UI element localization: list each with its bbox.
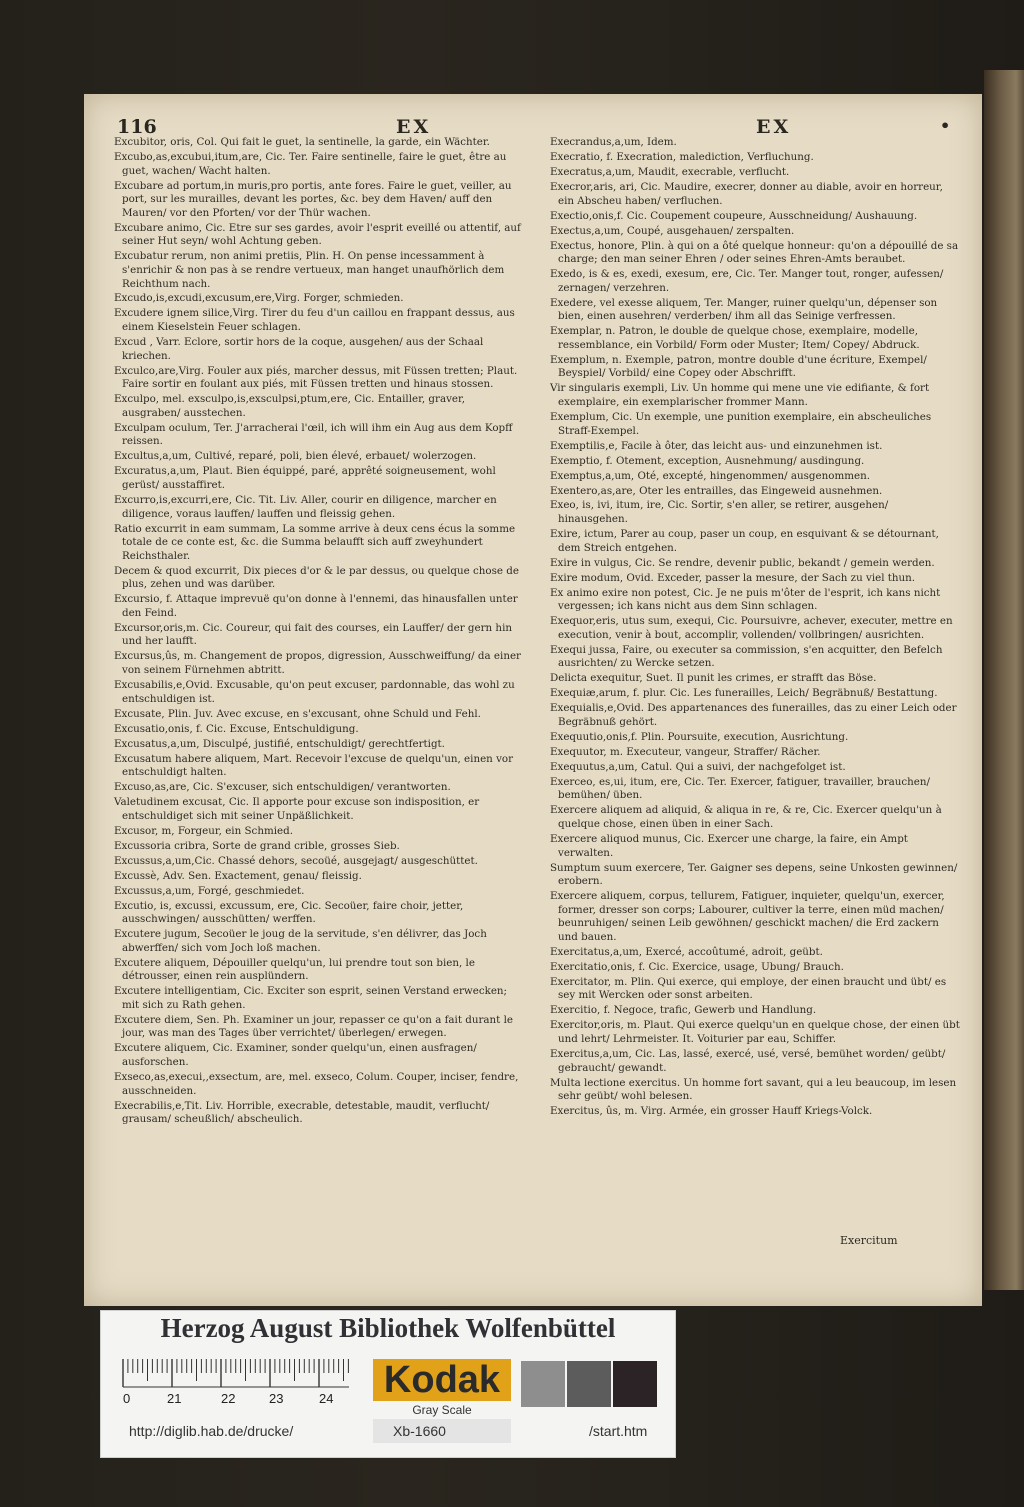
dictionary-entry: Exequutus,a,um, Catul. Qui a suivi, der nachgefolget ist.: [550, 760, 846, 773]
dictionary-entry: Excudere ignem silice,Virg. Tirer du feu d'un caillou en frappant dessus, aus einem Kieselstein Feuer schlagen.: [114, 307, 515, 334]
dictionary-entry: Excultus,a,um, Cultivé, reparé, poli, bien élevé, erbauet/ wolerzogen.: [114, 450, 477, 463]
dictionary-entry: Exedo, is & es, exedi, exesum, ere, Cic. Ter. Manger tout, ronger, aufessen/ zernagen/ verzehren.: [550, 268, 944, 294]
dictionary-entry: Exeo, is, ivi, itum, ire, Cic. Sortir, s'en aller, se retirer, ausgehen/ hinausgehen.: [550, 499, 889, 526]
dictionary-entry: Exculpam oculum, Ter. J'arracherai l'œil, ich will ihm ein Aug aus dem Kopff reissen.: [114, 421, 513, 448]
dictionary-entry: Excubatur rerum, non animi pretiis, Plin. H. On pense incessamment à s'enrichir & non pas à se rendre vertueux, man hanget unaufhörlich dem Reichthum nach.: [114, 250, 505, 290]
ruler-label: 24: [319, 1391, 334, 1406]
dictionary-entry: Exercere aliquod munus, Cic. Exercer une charge, la faire, ein Ampt verwalten.: [550, 833, 908, 859]
dictionary-entry: Excussus,a,um, Forgé, geschmiedet.: [114, 884, 305, 897]
dictionary-entry: Exequutio,onis,f. Plin. Poursuite, execution, Ausrichtung.: [550, 730, 849, 743]
ruler-label: 23: [269, 1391, 284, 1406]
dictionary-entry: Exercere aliquem ad aliquid, & aliqua in re, & re, Cic. Exercer quelqu'un à quelque chose, einen üben in einer Sach.: [550, 804, 942, 831]
dictionary-entry: Excudo,is,excudi,excusum,ere,Virg. Forger, schmieden.: [114, 292, 404, 305]
dictionary-entry: Exedere, vel exesse aliquem, Ter. Manger, ruiner quelqu'un, dépenser son bien, einen ausehren/ verderben/ ihm all das Seinige verfressen.: [550, 296, 938, 323]
left-column: [114, 136, 524, 1128]
dictionary-entry: Excutere aliquem, Dépouiller quelqu'un, lui prendre tout son bien, le détrousser, einen rein ausplündern.: [114, 956, 475, 983]
dictionary-entry: Exseco,as,execui,,exsectum, are, mel. exseco, Colum. Couper, inciser, fendre, ausschneiden.: [114, 1071, 519, 1097]
ruler-label: 0: [123, 1391, 131, 1406]
ruler-label: 22: [221, 1391, 236, 1406]
dictionary-entry: Ratio excurrit in eam summam, La somme arrive à deux cens écus la somme totale de ce conte est, &c. die Summa belaufft sich auff zweyhundert Reichsthaler.: [114, 522, 516, 562]
dictionary-entry: Excubare ad portum,in muris,pro portis, ante fores. Faire le guet, veiller, au port, sur les murailles, devant les portes, &c. bey dem Haven/ auff den Mauren/ vor den Pforten/ vor der Thür wachen.: [114, 179, 512, 219]
url-suffix: /start.htm: [589, 1423, 648, 1439]
dictionary-entry: Excusor, m, Forgeur, ein Schmied.: [114, 824, 293, 837]
dictionary-entry: Exercitatus,a,um, Exercé, accoûtumé, adroit, geübt.: [550, 945, 823, 958]
dictionary-entry: Exequutor, m. Executeur, vangeur, Straffer/ Rächer.: [550, 745, 821, 758]
url-prefix: http://diglib.hab.de/drucke/: [129, 1423, 294, 1439]
dictionary-entry: Excursus,ûs, m. Changement de propos, digression, Ausschweiffung/ da einer von seinem Fürnehmen abtritt.: [114, 650, 521, 676]
dictionary-entry: Exerceo, es,ui, itum, ere, Cic. Ter. Exercer, fatiguer, travailler, brauchen/ bemühen/ üben.: [550, 775, 930, 802]
right-running-head: EX: [756, 116, 792, 138]
dictionary-entry: Excusatio,onis, f. Cic. Excuse, Entschuldigung.: [114, 722, 359, 735]
url-id: Xb-1660: [393, 1423, 446, 1439]
dictionary-entry: Excussus,a,um,Cic. Chassé dehors, secoüé, ausgejagt/ ausgeschüttet.: [114, 854, 478, 867]
dictionary-entry: Excuratus,a,um, Plaut. Bien équippé, paré, apprêté soigneusement, wohl gerüst/ ausstaffiret.: [114, 465, 496, 491]
library-title: Herzog August Bibliothek Wolfenbüttel: [160, 1313, 616, 1343]
dictionary-entry: Multa lectione exercitus. Un homme fort savant, qui a leu beaucoup, im lesen sehr geübt/ wohl belesen.: [550, 1076, 957, 1103]
dictionary-entry: Excussoria cribra, Sorte de grand crible, grosses Sieb.: [114, 839, 400, 852]
dictionary-entry: Exequiæ,arum, f. plur. Cic. Les funerailles, Leich/ Begräbnuß/ Bestattung.: [550, 687, 938, 700]
dictionary-entry: Exemplum, n. Exemple, patron, montre double d'une écriture, Exempel/ Beyspiel/ Vorbild/ eine Copey oder Abschrifft.: [550, 353, 927, 380]
dictionary-entry: Excutere aliquem, Cic. Examiner, sonder quelqu'un, einen ausfragen/ ausforschen.: [114, 1042, 477, 1069]
dictionary-entry: Ex animo exire non potest, Cic. Je ne puis m'ôter de l'esprit, ich kans nicht vergessen; ich kans nicht aus dem Sinn schlagen.: [550, 586, 941, 613]
library-target-card: [100, 1310, 676, 1458]
gray-scale-label: Gray Scale: [412, 1403, 472, 1417]
right-column: [550, 136, 960, 1120]
dictionary-entry: Exemplum, Cic. Un exemple, une punition exemplaire, ein abscheuliches Straff-Exempel.: [550, 410, 932, 437]
dictionary-entry: Exercitus, ûs, m. Virg. Armée, ein grosser Hauff Kriegs-Volck.: [550, 1105, 873, 1118]
dictionary-entry: Execratus,a,um, Maudit, execrable, verflucht.: [550, 165, 790, 178]
kodak-wordmark: Kodak: [383, 1359, 501, 1401]
dot-mark: •: [940, 116, 951, 135]
dictionary-entry: Excurro,is,excurri,ere, Cic. Tit. Liv. Aller, courir en diligence, marcher en diligence, voraus lauffen/ lauffen und fleissig gehen.: [114, 493, 497, 520]
dictionary-entry: Exentero,as,are, Oter les entrailles, das Eingeweid ausnehmen.: [550, 484, 883, 497]
dictionary-entry: Exectus,a,um, Coupé, ausgehauen/ zerspalten.: [550, 224, 795, 237]
dictionary-entry: Delicta exequitur, Suet. Il punit les crimes, er strafft das Böse.: [550, 672, 877, 685]
dictionary-entry: Excursio, f. Attaque imprevuë qu'on donne à l'ennemi, das hinausfallen unter den Feind.: [114, 593, 518, 619]
dictionary-entry: Exire modum, Ovid. Exceder, passer la mesure, der Sach zu viel thun.: [550, 571, 916, 584]
gray-swatch-dark: [613, 1361, 657, 1407]
catchword: Exercitum: [840, 1234, 898, 1247]
gray-swatch-light: [521, 1361, 565, 1407]
dictionary-entry: Exire in vulgus, Cic. Se rendre, devenir public, bekandt / gemein werden.: [550, 556, 935, 569]
dictionary-entry: Execrabilis,e,Tit. Liv. Horrible, execrable, detestable, maudit, verflucht/ grausam/ scheußlich/ abscheulich.: [114, 1099, 490, 1126]
dictionary-entry: Exculpo, mel. exsculpo,is,exsculpsi,ptum,ere, Cic. Entailler, graver, ausgraben/ ausstechen.: [114, 393, 466, 419]
dictionary-entry: Decem & quod excurrit, Dix pieces d'or & le par dessus, ou quelque chose de plus, zehen und was darüber.: [114, 564, 519, 591]
ruler-labels: [123, 1391, 355, 1407]
dictionary-entry: Exemptus,a,um, Oté, excepté, hingenommen/ ausgenommen.: [550, 469, 870, 482]
kodak-logo: [373, 1359, 511, 1401]
dictionary-entry: Exemptio, f. Otement, exception, Ausnehmung/ ausdingung.: [550, 454, 865, 467]
dictionary-entry: Excussè, Adv. Sen. Exactement, genau/ fleissig.: [114, 869, 362, 882]
dictionary-entry: Exectus, honore, Plin. à qui on a ôté quelque honneur: qu'on a dépouillé de sa charge; den man seiner Ehren / oder seines Ehren-Amts beraubet.: [550, 239, 959, 266]
dictionary-entry: Excutio, is, excussi, excussum, ere, Cic. Secoüer, faire choir, jetter, ausschwingen/ ausschütten/ werffen.: [114, 899, 464, 926]
dictionary-entry: Exercitor,oris, m. Plaut. Qui exerce quelqu'un en quelque chose, der einen übt und lehrt/ Lehrmeister. It. Voiturier par eau, Schiffer.: [550, 1019, 960, 1046]
dictionary-entry: Excusate, Plin. Juv. Avec excuse, en s'excusant, ohne Schuld und Fehl.: [114, 707, 481, 720]
dictionary-entry: Excubare animo, Cic. Etre sur ses gardes, avoir l'esprit eveillé ou attentif, auf seiner Hut seyn/ wohl Achtung geben.: [114, 221, 521, 248]
dictionary-entry: Valetudinem excusat, Cic. Il apporte pour excuse son indisposition, er entschuldiget sich mit seiner Unpäßlichkeit.: [114, 796, 480, 822]
dictionary-entry: Exemplar, n. Patron, le double de quelque chose, exemplaire, modelle, ressemblance, ein Vorbild/ Form oder Muster; Item/ Copey/ Abdruck.: [550, 325, 920, 351]
dictionary-entry: Exercitatio,onis, f. Cic. Exercice, usage, Ubung/ Brauch.: [550, 960, 844, 973]
dictionary-entry: Vir singularis exempli, Liv. Un homme qui mene une vie edifiante, & fort exemplaire, ein exemplarischer frommer Mann.: [550, 382, 930, 408]
dictionary-entry: Exercitator, m. Plin. Qui exerce, qui employe, der einen braucht und übt/ es sey mit Wercken oder sonst arbeiten.: [550, 975, 947, 1002]
dictionary-entry: Exercere aliquem, corpus, tellurem, Fatiguer, inquieter, quelqu'un, exercer, former, dresser son corps; Labourer, cultiver la terre, einen müd machen/ beunruhigen/ seinen Leib gewöhnen/ geschickt machen/ die Erd zackern und bauen.: [550, 890, 945, 943]
dictionary-entry: Exercitio, f. Negoce, trafic, Gewerb und Handlung.: [550, 1004, 817, 1017]
dictionary-entry: Excutere jugum, Secoüer le joug de la servitude, s'en délivrer, das Joch abwerffen/ sich vom Joch loß machen.: [114, 928, 487, 954]
adjacent-page-edge: [984, 70, 1024, 1290]
ruler-label: 21: [167, 1391, 182, 1406]
dictionary-entry: Exculco,are,Virg. Fouler aux piés, marcher dessus, mit Füssen tretten; Plaut. Faire sortir en foulant aux piés, mit Füssen tretten und hinaus stossen.: [114, 364, 518, 391]
dictionary-entry: Excuso,as,are, Cic. S'excuser, sich entschuldigen/ verantworten.: [114, 781, 451, 794]
dictionary-entry: Excubo,as,excubui,itum,are, Cic. Ter. Faire sentinelle, faire le guet, être au guet, wachen/ Wacht halten.: [114, 150, 507, 177]
dictionary-entry: Excusatum habere aliquem, Mart. Recevoir l'excuse de quelqu'un, einen vor entschuldigt halten.: [114, 752, 514, 779]
dictionary-entry: Exercitus,a,um, Cic. Las, lassé, exercé, usé, versé, bemühet worden/ geübt/ gebraucht/ gewandt.: [550, 1048, 946, 1074]
ruler-scale: [121, 1357, 351, 1389]
left-running-head: EX: [396, 116, 432, 138]
dictionary-entry: Execrandus,a,um, Idem.: [550, 136, 677, 148]
dictionary-entry: Exequi jussa, Faire, ou executer sa commission, s'en acquitter, den Befelch ausrichten/ zu Wercke setzen.: [550, 643, 943, 670]
dictionary-entry: Excursor,oris,m. Cic. Coureur, qui fait des courses, ein Lauffer/ der gern hin und her laufft.: [114, 621, 512, 648]
dictionary-entry: Excusabilis,e,Ovid. Excusable, qu'on peut excuser, pardonnable, das wohl zu entschuldigen ist.: [114, 678, 515, 705]
dictionary-entry: Excutere intelligentiam, Cic. Exciter son esprit, seinen Verstand erwecken; mit sich zu Rath gehen.: [114, 985, 508, 1011]
dictionary-entry: Sumptum suum exercere, Ter. Gaigner ses depens, seine Unkosten gewinnen/ erobern.: [550, 861, 958, 888]
dictionary-entry: Exemptilis,e, Facile à ôter, das leicht aus- und einzunehmen ist.: [550, 439, 883, 452]
dictionary-page: [84, 94, 982, 1306]
dictionary-entry: Excutere diem, Sen. Ph. Examiner un jour, repasser ce qu'on a fait durant le jour, was man des Tages über verrichtet/ überlegen/ erwegen.: [114, 1013, 513, 1040]
gray-swatch-mid: [567, 1361, 611, 1407]
dictionary-entry: Execror,aris, ari, Cic. Maudire, execrer, donner au diable, avoir en horreur, ein Abscheu haben/ verfluchen.: [550, 180, 943, 207]
dictionary-entry: Excud , Varr. Eclore, sortir hors de la coque, ausgehen/ aus der Schaal kriechen.: [114, 336, 484, 362]
dictionary-entry: Exequor,eris, utus sum, exequi, Cic. Poursuivre, achever, executer, mettre en execution, venir à bout, accomplir, vollenden/ vollbringen/ ausrichten.: [550, 615, 953, 641]
dictionary-entry: Excusatus,a,um, Disculpé, justifié, entschuldigt/ gerechtfertigt.: [114, 737, 445, 750]
dictionary-entry: Exequialis,e,Ovid. Des appartenances des funerailles, das zu einer Leich oder Begräbnuß gehört.: [550, 702, 957, 728]
dictionary-entry: Execratio, f. Execration, malediction, Verfluchung.: [550, 150, 814, 163]
page-number: 116: [117, 116, 157, 138]
dictionary-entry: Exectio,onis,f. Cic. Coupement coupeure, Ausschneidung/ Aushauung.: [550, 209, 918, 222]
dictionary-entry: Exire, ictum, Parer au coup, paser un coup, en esquivant & se détournant, dem Streich entgehen.: [550, 528, 939, 554]
dictionary-entry: Excubitor, oris, Col. Qui fait le guet, la sentinelle, la garde, ein Wächter.: [114, 136, 490, 148]
